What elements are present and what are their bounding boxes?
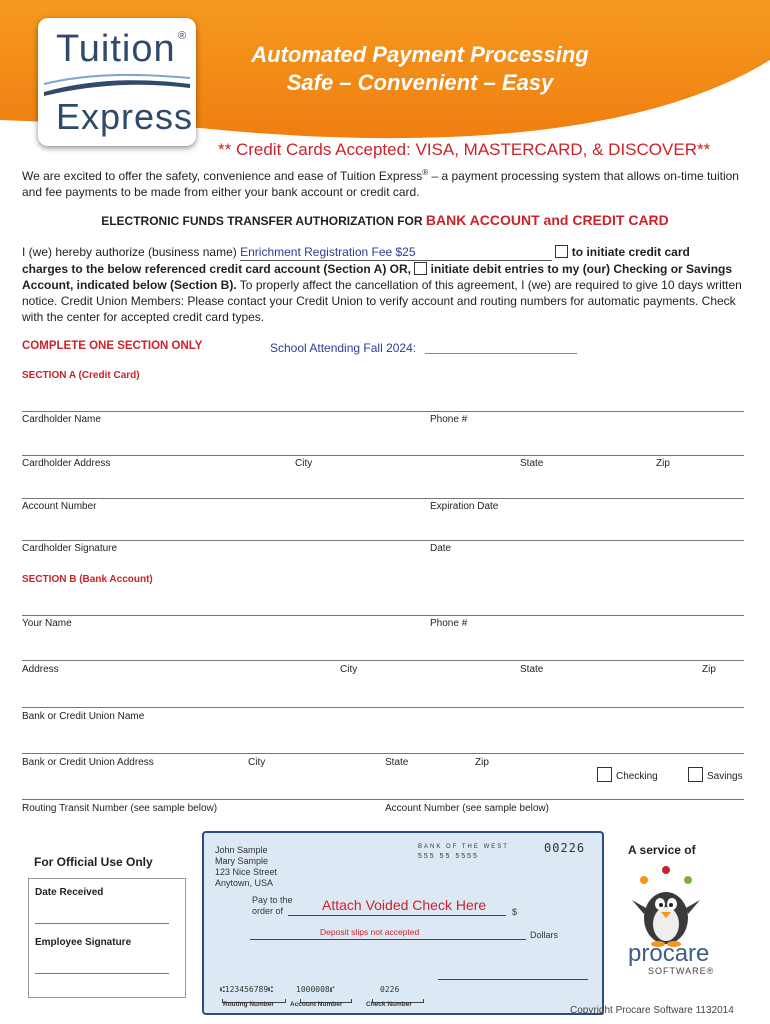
state-label-b: State: [520, 664, 544, 675]
account-number-label-a: Account Number: [22, 501, 97, 512]
line-bank-name[interactable]: [22, 707, 744, 708]
bank-address-label: Bank or Credit Union Address: [22, 757, 154, 768]
logo-text-express: Express: [56, 96, 194, 137]
copyright-text: Copyright Procare Software 1132014: [570, 1005, 734, 1016]
official-use-box: [28, 878, 186, 998]
check-bank-number: 555 55 5555: [418, 853, 479, 860]
cardholder-name-label: Cardholder Name: [22, 414, 101, 425]
line-address[interactable]: [22, 660, 744, 661]
employee-signature-label: Employee Signature: [35, 937, 132, 948]
check-street: 123 Nice Street: [215, 867, 278, 877]
check-city: Anytown, USA: [215, 878, 274, 888]
savings-checkbox[interactable]: [688, 767, 703, 782]
address-label-b: Address: [22, 664, 59, 675]
micr-check: 0226: [380, 985, 400, 994]
cards-accepted-note: ** Credit Cards Accepted: VISA, MASTERCARD, & DISCOVER**: [218, 140, 711, 159]
amount-line: [250, 939, 526, 940]
date-received-label: Date Received: [35, 887, 104, 898]
attach-voided-check-label: Attach Voided Check Here: [322, 897, 487, 913]
check-number: 00226: [544, 841, 586, 855]
line-cardholder-address[interactable]: [22, 455, 744, 456]
date-label-a: Date: [430, 543, 452, 554]
sample-check: [202, 831, 604, 1015]
check-dollars: Dollars: [530, 930, 559, 940]
micr-routing: ⑆123456789⑆: [220, 985, 273, 994]
official-use-title: For Official Use Only: [34, 855, 153, 869]
your-name-label: Your Name: [22, 618, 72, 629]
bank-city-label: City: [248, 757, 266, 768]
service-of-label: A service of: [628, 843, 696, 857]
city-label-b: City: [340, 664, 358, 675]
zip-label-a: Zip: [656, 458, 670, 469]
bank-zip-label: Zip: [475, 757, 489, 768]
check-order-of: order of: [252, 906, 284, 916]
authorization-paragraph: I (we) hereby authorize (business name) Enrichment Registration Fee $25 to initiate credit card charges to the below referenced credit card account (Section A) OR, initiate debit entries to my (our) Checking or Savings Account, indicated below (Section B). To properly affect the cancellation of this agreement, I (we) are required to give 10 days written notice. Credit Union Members: Please contact your Credit Union to verify account and routing numbers for automatic payments. Check with the center for accepted credit card types.: [22, 245, 742, 324]
line-routing-account[interactable]: [22, 799, 744, 800]
routing-number-caption: Routing Number: [223, 1001, 274, 1008]
check-bank: BANK OF THE WEST: [418, 844, 509, 850]
date-received-field[interactable]: [35, 923, 169, 924]
school-attending-label: School Attending Fall 2024:: [270, 341, 417, 355]
section-b-title: SECTION B (Bank Account): [22, 574, 153, 585]
school-attending-field[interactable]: [425, 353, 577, 354]
business-name-field[interactable]: Enrichment Registration Fee $25: [240, 244, 552, 261]
check-number-caption: Check Number: [366, 1001, 412, 1008]
checking-checkbox[interactable]: [597, 767, 612, 782]
zip-label-b: Zip: [702, 664, 716, 675]
check-pay-to: Pay to the: [252, 895, 293, 905]
check-dollar-sign: $: [512, 907, 518, 917]
cardholder-signature-label: Cardholder Signature: [22, 543, 118, 554]
procare-penguin-logo-icon: [630, 864, 702, 948]
eft-heading: ELECTRONIC FUNDS TRANSFER AUTHORIZATION FOR BANK ACCOUNT and CREDIT CARD: [101, 212, 669, 228]
account-number-label-b: Account Number (see sample below): [385, 803, 549, 814]
employee-signature-field[interactable]: [35, 973, 169, 974]
payee-line: [288, 915, 506, 916]
phone-label-a: Phone #: [430, 414, 468, 425]
account-number-caption: Account Number: [290, 1001, 343, 1008]
bank-state-label: State: [385, 757, 409, 768]
routing-number-label: Routing Transit Number (see sample below): [22, 803, 218, 814]
check-name-1: John Sample: [215, 845, 268, 855]
credit-card-checkbox[interactable]: [555, 245, 568, 258]
section-a-title: SECTION A (Credit Card): [22, 370, 140, 381]
complete-one-section-label: COMPLETE ONE SECTION ONLY: [22, 340, 203, 352]
logo-registered-mark: ®: [178, 30, 187, 42]
check-signature-line: [438, 979, 588, 980]
page-title: Automated Payment Processing: [251, 42, 589, 67]
line-cardholder-signature[interactable]: [22, 540, 744, 541]
cardholder-address-label: Cardholder Address: [22, 458, 111, 469]
savings-label: Savings: [707, 771, 743, 782]
deposit-slips-note: Deposit slips not accepted: [320, 927, 420, 937]
line-account-number[interactable]: [22, 498, 744, 499]
line-cardholder-name[interactable]: [22, 411, 744, 412]
procare-brand: procare: [628, 940, 710, 967]
expiration-date-label: Expiration Date: [430, 501, 499, 512]
intro-paragraph: We are excited to offer the safety, convenience and ease of Tuition Express® – a payment processing system that allows on-time tuition and fee payments to be made from either your bank account or credit card.: [22, 168, 739, 199]
line-bank-address[interactable]: [22, 753, 744, 754]
phone-label-b: Phone #: [430, 618, 468, 629]
bank-name-label: Bank or Credit Union Name: [22, 711, 145, 722]
logo-text-tuition: Tuition: [56, 28, 176, 70]
line-your-name[interactable]: [22, 615, 744, 616]
state-label-a: State: [520, 458, 544, 469]
debit-checkbox[interactable]: [414, 262, 427, 275]
procare-software-label: SOFTWARE®: [648, 966, 715, 976]
micr-account: 1000008⑈: [296, 985, 335, 994]
checking-label: Checking: [616, 771, 658, 782]
page-subtitle: Safe – Convenient – Easy: [286, 70, 554, 95]
city-label-a: City: [295, 458, 313, 469]
check-name-2: Mary Sample: [215, 856, 269, 866]
